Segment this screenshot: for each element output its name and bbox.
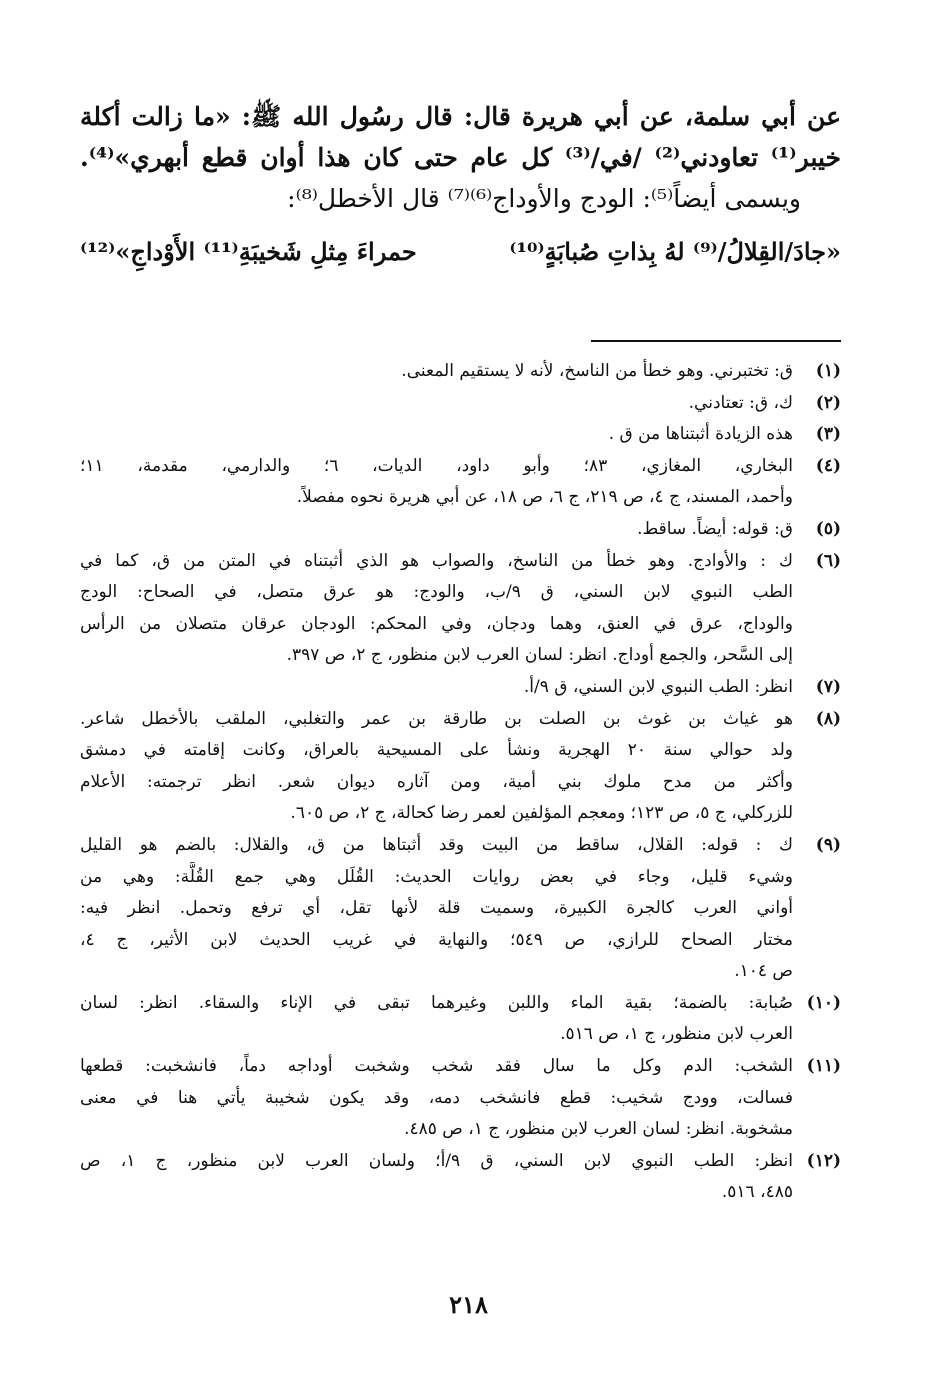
footnote — [80, 451, 841, 514]
footnote-line: مشخوبة. انظر: لسان العرب لابن منظور، ج ١، ص ٤٨٥. — [404, 1119, 793, 1140]
footnote-text — [80, 672, 793, 704]
footnote-number: (١) — [815, 361, 841, 381]
footnotes — [80, 356, 841, 1209]
footnote-line: ك : والأوادج. وهو خطأ من الناسخ، والصواب هو الذي أثبتناه في المتن من ق، كما في — [80, 550, 793, 571]
footnote-text — [80, 830, 793, 988]
footnote-line: العرب لابن منظور، ج ١، ص ٥١٦. — [560, 1024, 793, 1045]
footnote-number: (٣) — [815, 424, 841, 445]
main-line-2: خيبر⁽¹⁾ تعاودني⁽²⁾ /في/⁽³⁾ كل عام حتى كان هذا أوان قطع أبهري»⁽⁴⁾. — [80, 143, 841, 172]
footnote-text — [80, 704, 793, 830]
footnote-line: وأكثر من مدح ملوك بني أمية، ومن آثاره ديوان شعر. انظر ترجمته: الأعلام — [80, 771, 793, 792]
footnote-line: ٤٨٥، ٥١٦. — [721, 1182, 793, 1203]
footnote-number: (٩) — [815, 834, 841, 855]
footnote-number: (١١) — [806, 1056, 841, 1077]
footnote-line: ولد حوالي سنة ٢٠ الهجرية ونشأ على المسيحية بالعراق، وكانت إقامته في دمشق — [80, 740, 793, 761]
footnote-text — [80, 988, 793, 1051]
footnote-text — [80, 451, 793, 514]
footnote-text — [80, 419, 793, 451]
footnote-line: مختار الصحاح للرازي، ص ٥٤٩؛ والنهاية في غريب الحديث لابن الأثير، ج ٤، — [80, 929, 793, 950]
footnote — [80, 388, 841, 420]
footnote-line: إلى السَّحر، والجمع أوداج. انظر: لسان العرب لابن منظور، ج ٢، ص ٣٩٧. — [286, 645, 793, 666]
footnote-line: وأحمد، المسند، ج ٤، ص ٢١٩، ج ٦، ص ١٨، عن أبي هريرة نحوه مفصلاً. — [296, 487, 793, 508]
footnote — [80, 704, 841, 830]
footnote-number: (٤) — [815, 455, 841, 476]
poem-verse — [80, 237, 841, 266]
footnote-line: ك، ق: تعتادني. — [688, 392, 793, 413]
footnote-line: ص ١٠٤. — [734, 961, 793, 982]
page-number: ٢١٨ — [449, 1290, 488, 1319]
footnote — [80, 514, 841, 546]
footnote-text — [80, 546, 793, 672]
footnote — [80, 419, 841, 451]
footnote — [80, 1051, 841, 1146]
footnote-line: وشيء قليل، وجاء في بعض روايات الحديث: القُلَل وهي جمع القُلَّة: وهي من — [80, 866, 793, 887]
footnote — [80, 830, 841, 988]
footnote-text — [80, 356, 793, 388]
footnote-line: والوداج، عرق في العنق، وهما ودجان، وفي المحكم: الودجان عرقان متصلان من الرأس — [80, 613, 793, 634]
footnote-line: صُبابة: بالضمة؛ بقية الماء واللبن وغيرهما تبقى في الإناء والسقاء. انظر: لسان — [80, 992, 793, 1013]
main-line-1: عن أبي سلمة، عن أبي هريرة قال: قال رسُول الله ﷺ: «ما زالت أكلة — [80, 102, 841, 131]
footnote-line: هذه الزيادة أثبتناها من ق . — [608, 424, 793, 445]
footnote — [80, 1146, 841, 1209]
footnote — [80, 356, 841, 388]
footnote-number: (١٢) — [806, 1150, 841, 1171]
footnote-number: (٦) — [815, 550, 841, 571]
footnote-text — [80, 514, 793, 546]
footnote-line: هو غياث بن غوث بن الصلت بن طارقة بن عمر والتغلبي، الملقب بالأخطل شاعر. — [80, 708, 793, 729]
footnote-line: أواني العرب كالجرة الكبيرة، وسميت قلة لأنها تقل، أي ترفع وتحمل. انظر فيه: — [80, 898, 793, 919]
footnote-line: الطب النبوي لابن السني، ق ٩/ب، والودج: هو عرق متصل، في الصحاح: الودج — [80, 582, 793, 603]
footnote-number: (٨) — [815, 708, 841, 729]
footnote-line: للزركلي، ج ٥، ص ١٢٣؛ ومعجم المؤلفين لعمر رضا كحالة، ج ٢، ص ٦٠٥. — [290, 803, 793, 824]
footnote-number: (٧) — [815, 676, 841, 697]
footnote-number: (٢) — [815, 392, 841, 413]
footnote-line: الشخب: الدم وكل ما سال فقد شخب وشخبت أوداجه دماً، فانشخبت: قطعها — [80, 1056, 793, 1077]
footnote — [80, 546, 841, 672]
footnote-line: انظر: الطب النبوي لابن السني، ق ٩/أ؛ ولسان العرب لابن منظور، ج ١، ص — [80, 1150, 793, 1171]
footnote — [80, 672, 841, 704]
footnote-separator — [591, 340, 841, 342]
footnote-line: ق: قوله: أيضاً. ساقط. — [637, 518, 793, 539]
footnote-text — [80, 388, 793, 420]
verse-first-hemistich: «جادَ/القِلالُ/⁽⁹⁾ لهُ بِذاتِ صُبابَةٍ⁽¹⁰⁾ — [509, 237, 841, 266]
footnote-number: (٥) — [815, 518, 841, 539]
footnote-number: (١٠) — [806, 992, 841, 1013]
footnote-text — [80, 1146, 793, 1209]
footnote — [80, 988, 841, 1051]
footnote-line: ق: تختبرني. وهو خطأ من الناسخ، لأنه لا يستقيم المعنى. — [401, 361, 793, 381]
footnote-text — [80, 1051, 793, 1146]
footnote-line: فسالت، وودج شخيب: قطع فانشخب دمه، وقد يكون شخيبة يأتي هنا في معنى — [80, 1087, 793, 1108]
main-text — [80, 96, 841, 266]
main-line-3: ويسمى أيضاً⁽⁵⁾: الودج والأوداج⁽⁶⁾⁽⁷⁾ قال الأخطل⁽⁸⁾: — [287, 184, 801, 213]
verse-second-hemistich: حمراءَ مِثلِ شَخيبَةِ⁽¹¹⁾ الأَوْداجِ»⁽¹²⁾ — [80, 237, 417, 266]
footnote-line: البخاري، المغازي، ٨٣؛ وأبو داود، الديات، ٦؛ والدارمي، مقدمة، ١١؛ — [80, 455, 793, 476]
footnote-line: ك : قوله: القلال، ساقط من البيت وقد أثبتاها من ق، والقلال: بالضم هو القليل — [80, 834, 793, 855]
footnote-line: انظر: الطب النبوي لابن السني، ق ٩/أ. — [523, 676, 793, 697]
